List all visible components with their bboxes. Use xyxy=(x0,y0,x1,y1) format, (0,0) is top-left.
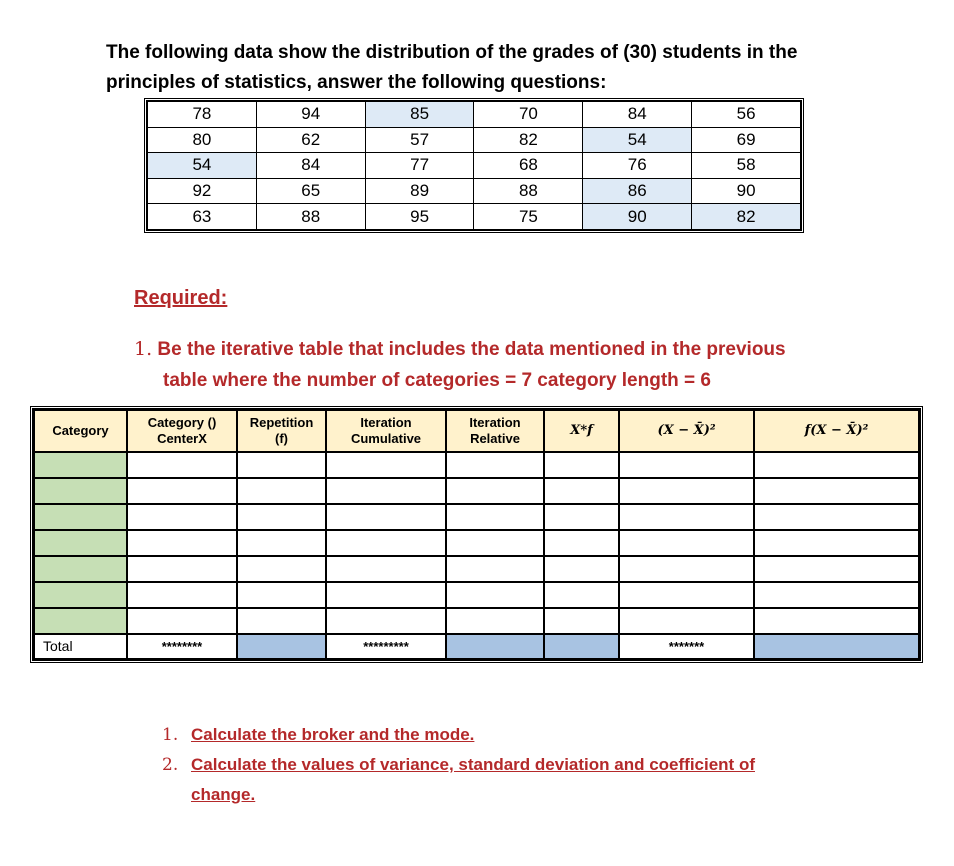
category-cell[interactable] xyxy=(34,452,127,478)
question-number: 2. xyxy=(162,755,179,775)
header-relative-line-1: Iteration xyxy=(469,414,521,430)
frequency-row xyxy=(34,582,919,608)
table-cell[interactable] xyxy=(754,478,919,504)
header-cumulative xyxy=(326,410,446,452)
frequency-total-row xyxy=(34,634,919,659)
table-cell[interactable] xyxy=(619,478,754,504)
grades-table xyxy=(144,98,804,233)
grade-cell: 77 xyxy=(365,153,474,179)
table-cell[interactable] xyxy=(446,504,544,530)
frequency-table xyxy=(30,406,923,663)
table-cell[interactable] xyxy=(326,504,446,530)
frequency-row xyxy=(34,478,919,504)
table-cell[interactable] xyxy=(446,452,544,478)
required-item-1-line-1: Be the iterative table that includes the data mentioned in the previous xyxy=(157,339,786,360)
table-cell[interactable] xyxy=(446,582,544,608)
table-cell[interactable] xyxy=(619,582,754,608)
total-relative-cell[interactable] xyxy=(446,634,544,659)
header-f-deviation-squared: f(X − X̄)² xyxy=(754,410,919,452)
table-cell[interactable] xyxy=(544,452,619,478)
table-cell[interactable] xyxy=(544,530,619,556)
table-cell[interactable] xyxy=(446,478,544,504)
frequency-header-row xyxy=(34,410,919,452)
table-cell[interactable] xyxy=(544,556,619,582)
category-cell[interactable] xyxy=(34,478,127,504)
table-cell[interactable] xyxy=(326,452,446,478)
required-item-1 xyxy=(134,334,834,396)
category-cell[interactable] xyxy=(34,608,127,634)
required-item-1-line-2: table where the number of categories = 7 category length = 6 xyxy=(163,370,711,391)
table-cell[interactable] xyxy=(127,478,237,504)
table-cell[interactable] xyxy=(127,608,237,634)
table-cell[interactable] xyxy=(754,556,919,582)
total-f-deviation-cell[interactable] xyxy=(754,634,919,659)
grade-cell: 84 xyxy=(256,153,365,179)
grade-cell: 84 xyxy=(583,102,692,128)
total-deviation-stars: ******* xyxy=(619,634,754,659)
category-cell[interactable] xyxy=(34,504,127,530)
question-item xyxy=(162,750,862,780)
grades-row xyxy=(148,204,801,230)
table-cell[interactable] xyxy=(127,530,237,556)
header-x-times-f: X*f xyxy=(544,410,619,452)
total-cumulative-stars: ********* xyxy=(326,634,446,659)
grades-row xyxy=(148,102,801,128)
frequency-row xyxy=(34,530,919,556)
question-item xyxy=(162,720,862,750)
grades-row xyxy=(148,153,801,179)
frequency-row xyxy=(34,608,919,634)
frequency-row xyxy=(34,556,919,582)
table-cell[interactable] xyxy=(127,504,237,530)
question-number xyxy=(162,780,191,810)
header-repetition-line-2: (f) xyxy=(275,430,288,446)
table-cell[interactable] xyxy=(754,530,919,556)
table-cell[interactable] xyxy=(619,608,754,634)
total-label: Total xyxy=(34,634,127,659)
grade-cell: 68 xyxy=(474,153,583,179)
grade-cell: 82 xyxy=(692,204,801,230)
table-cell[interactable] xyxy=(446,530,544,556)
header-relative-line-2: Relative xyxy=(470,430,520,446)
table-cell[interactable] xyxy=(127,556,237,582)
grade-cell: 75 xyxy=(474,204,583,230)
required-item-1-number: 1. xyxy=(134,338,153,360)
grade-cell: 54 xyxy=(148,153,257,179)
table-cell[interactable] xyxy=(754,608,919,634)
question-text: Calculate the broker and the mode. xyxy=(191,725,475,744)
grade-cell: 69 xyxy=(692,127,801,153)
table-cell[interactable] xyxy=(127,582,237,608)
header-repetition xyxy=(237,410,326,452)
header-relative xyxy=(446,410,544,452)
grade-cell: 92 xyxy=(148,178,257,204)
table-cell[interactable] xyxy=(544,608,619,634)
table-cell[interactable] xyxy=(544,478,619,504)
category-cell[interactable] xyxy=(34,530,127,556)
grade-cell: 76 xyxy=(583,153,692,179)
question-text: Calculate the values of variance, standard deviation and coefficient of xyxy=(191,755,755,774)
grade-cell: 88 xyxy=(256,204,365,230)
table-cell[interactable] xyxy=(754,452,919,478)
question-number: 1. xyxy=(162,725,179,745)
table-cell[interactable] xyxy=(619,452,754,478)
question-item-continued xyxy=(162,780,862,810)
grade-cell: 95 xyxy=(365,204,474,230)
frequency-row xyxy=(34,504,919,530)
table-cell[interactable] xyxy=(326,608,446,634)
intro-line-2: principles of statistics, answer the following questions: xyxy=(106,72,607,93)
grade-cell: 82 xyxy=(474,127,583,153)
grade-cell: 90 xyxy=(583,204,692,230)
grade-cell: 65 xyxy=(256,178,365,204)
table-cell[interactable] xyxy=(237,504,326,530)
header-cumulative-line-2: Cumulative xyxy=(350,430,422,446)
grade-cell: 88 xyxy=(474,178,583,204)
header-category-center-line-1: Category () xyxy=(147,414,217,430)
table-cell[interactable] xyxy=(326,478,446,504)
grade-cell: 90 xyxy=(692,178,801,204)
table-cell[interactable] xyxy=(446,608,544,634)
grade-cell: 58 xyxy=(692,153,801,179)
table-cell[interactable] xyxy=(237,478,326,504)
questions-list xyxy=(162,720,862,810)
table-cell[interactable] xyxy=(619,504,754,530)
grade-cell: 56 xyxy=(692,102,801,128)
total-center-stars: ******** xyxy=(127,634,237,659)
header-category-center xyxy=(127,410,237,452)
grade-cell: 63 xyxy=(148,204,257,230)
total-repetition-cell[interactable] xyxy=(237,634,326,659)
category-cell[interactable] xyxy=(34,582,127,608)
grade-cell: 94 xyxy=(256,102,365,128)
table-cell[interactable] xyxy=(237,608,326,634)
grades-row xyxy=(148,127,801,153)
table-cell[interactable] xyxy=(237,452,326,478)
grade-cell: 78 xyxy=(148,102,257,128)
required-heading: Required: xyxy=(134,287,228,309)
intro-line-1: The following data show the distribution of the grades of (30) students in the xyxy=(106,42,798,63)
frequency-row xyxy=(34,452,919,478)
header-category-center-line-2: CenterX xyxy=(157,430,207,446)
header-category: Category xyxy=(34,410,127,452)
table-cell[interactable] xyxy=(544,582,619,608)
grade-cell: 89 xyxy=(365,178,474,204)
table-cell[interactable] xyxy=(237,582,326,608)
header-repetition-line-1: Repetition xyxy=(249,414,314,430)
table-cell[interactable] xyxy=(619,556,754,582)
table-cell[interactable] xyxy=(237,556,326,582)
question-text: change. xyxy=(191,785,256,804)
table-cell[interactable] xyxy=(544,504,619,530)
table-cell[interactable] xyxy=(326,556,446,582)
grade-cell: 80 xyxy=(148,127,257,153)
table-cell[interactable] xyxy=(754,504,919,530)
grade-cell: 57 xyxy=(365,127,474,153)
table-cell[interactable] xyxy=(619,530,754,556)
table-cell[interactable] xyxy=(754,582,919,608)
table-cell[interactable] xyxy=(237,530,326,556)
grade-cell: 70 xyxy=(474,102,583,128)
grade-cell: 54 xyxy=(583,127,692,153)
table-cell[interactable] xyxy=(326,582,446,608)
header-deviation-squared: (X − X̄)² xyxy=(619,410,754,452)
table-cell[interactable] xyxy=(127,452,237,478)
header-cumulative-line-1: Iteration xyxy=(360,414,412,430)
grades-row xyxy=(148,178,801,204)
grade-cell: 85 xyxy=(365,102,474,128)
table-cell[interactable] xyxy=(326,530,446,556)
category-cell[interactable] xyxy=(34,556,127,582)
table-cell[interactable] xyxy=(446,556,544,582)
grade-cell: 62 xyxy=(256,127,365,153)
total-xf-cell[interactable] xyxy=(544,634,619,659)
grade-cell: 86 xyxy=(583,178,692,204)
intro-text xyxy=(106,38,926,98)
